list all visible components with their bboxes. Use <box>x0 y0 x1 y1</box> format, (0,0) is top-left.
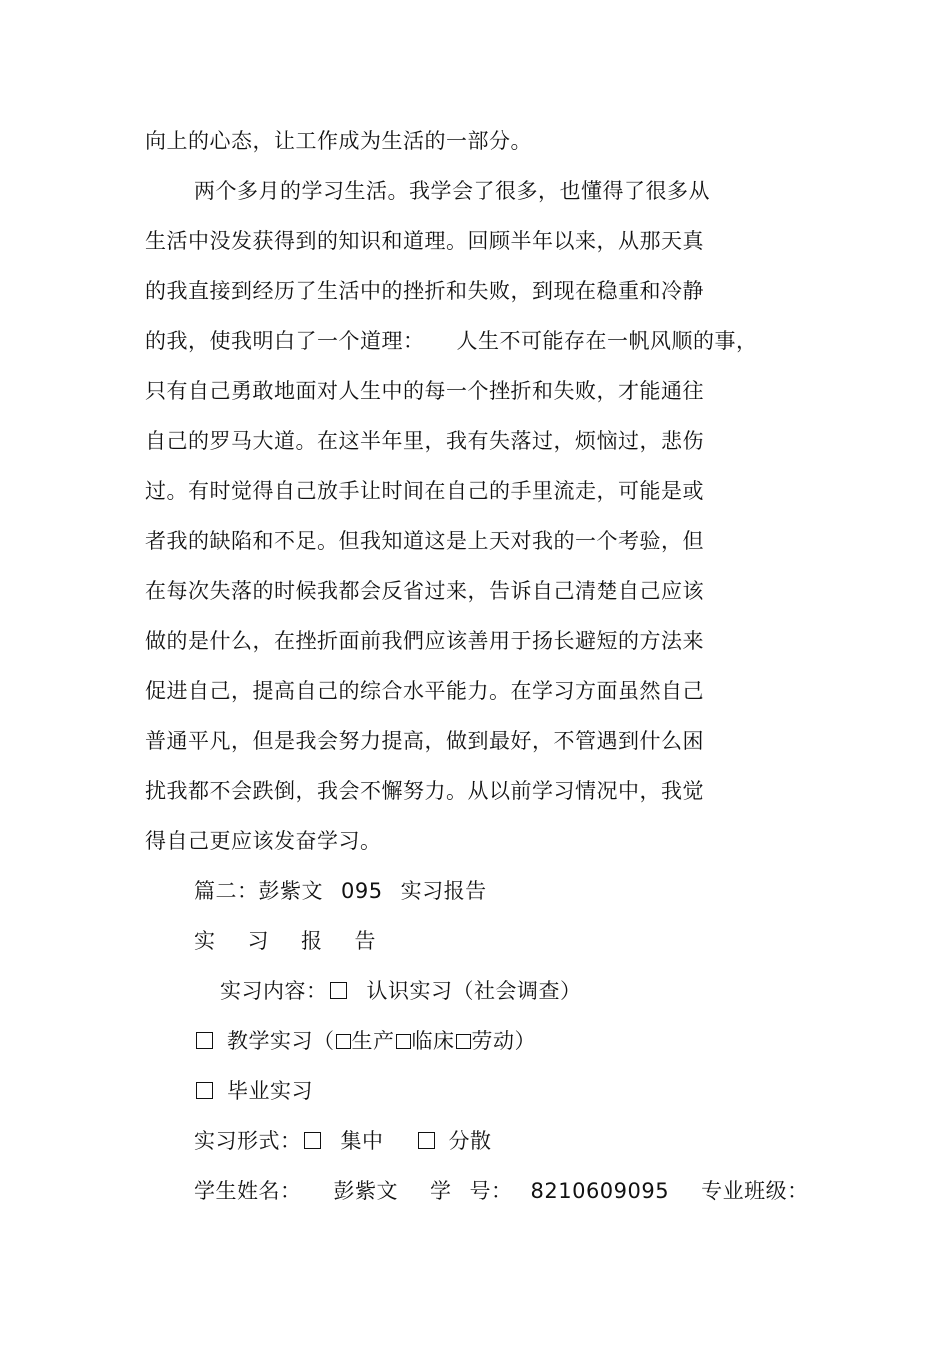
student-name-label: 学生姓名： <box>194 1179 302 1203</box>
text-line: 扰我都不会跌倒，我会不懈努力。从以前学习情况中，我觉 <box>145 779 704 803</box>
checkbox-social[interactable] <box>330 982 347 999</box>
text-line: 普通平凡，但是我会努力提高，做到最好，不管遇到什么困 <box>145 729 704 753</box>
checkbox-labor[interactable] <box>456 1034 471 1049</box>
section-heading-prefix: 篇二：彭紫文 <box>194 879 323 903</box>
text-line: 得自己更应该发奋学习。 <box>145 829 382 853</box>
text-line: 生活中没发获得到的知识和道理。回顾半年以来，从那天真 <box>145 229 704 253</box>
internship-form-row <box>194 1127 492 1155</box>
student-info-row <box>194 1177 809 1205</box>
checkbox-scattered[interactable] <box>418 1132 435 1149</box>
major-class-label: 专业班级： <box>701 1179 809 1203</box>
graduation-option-row <box>194 1077 313 1105</box>
checkbox-clinical[interactable] <box>396 1034 411 1049</box>
text-line: 自己的罗马大道。在这半年里，我有失落过，烦恼过，悲伤 <box>145 429 704 453</box>
checkbox-graduation[interactable] <box>196 1082 213 1099</box>
checkbox-teaching[interactable] <box>196 1032 213 1049</box>
text-line: 促进自己，提高自己的综合水平能力。在学习方面虽然自己 <box>145 679 704 703</box>
report-title-char: 报 <box>301 929 323 953</box>
option-clinical-label: 临床 <box>411 1029 455 1053</box>
option-graduation-label: 毕业实习 <box>227 1079 313 1103</box>
student-name-value: 彭紫文 <box>333 1179 398 1203</box>
section-heading <box>194 877 487 905</box>
report-title-char: 习 <box>247 929 269 953</box>
checkbox-centralized[interactable] <box>304 1132 321 1149</box>
student-id-value: 8210609095 <box>530 1179 670 1203</box>
text-line <box>145 327 758 355</box>
student-id-label-part1: 学 <box>430 1179 452 1203</box>
report-title <box>194 927 376 955</box>
checkbox-production[interactable] <box>336 1034 351 1049</box>
text-line: 的我直接到经历了生活中的挫折和失败，到现在稳重和冷静 <box>145 279 704 303</box>
text-line: 只有自己勇敢地面对人生中的每一个挫折和失败，才能通往 <box>145 379 704 403</box>
option-production-label: 生产 <box>351 1029 395 1053</box>
report-title-char: 告 <box>354 929 376 953</box>
option-social-label: 认识实习（社会调查） <box>366 979 582 1003</box>
text-line: 过。有时觉得自己放手让时间在自己的手里流走，可能是或 <box>145 479 704 503</box>
section-heading-number: 095 <box>341 879 383 903</box>
text-segment: 的我，使我明白了一个道理： <box>145 329 425 353</box>
text-line: 向上的心态，让工作成为生活的一部分。 <box>145 129 532 153</box>
text-line: 在每次失落的时候我都会反省过来，告诉自己清楚自己应该 <box>145 579 704 603</box>
student-id-label-part2: 号： <box>469 1179 513 1203</box>
form-scattered-label: 分散 <box>448 1129 492 1153</box>
text-line: 两个多月的学习生活。我学会了很多，也懂得了很多从 <box>194 179 710 203</box>
text-line: 做的是什么，在挫折面前我們应该善用于扬长避短的方法来 <box>145 629 704 653</box>
form-centralized-label: 集中 <box>340 1129 384 1153</box>
content-label: 实习内容： <box>220 979 328 1003</box>
text-line: 者我的缺陷和不足。但我知道这是上天对我的一个考验，但 <box>145 529 704 553</box>
section-heading-suffix: 实习报告 <box>400 879 487 903</box>
report-title-char: 实 <box>194 929 216 953</box>
option-labor-label: 劳动） <box>471 1029 536 1053</box>
text-segment: 人生不可能存在一帆风顺的事， <box>456 329 758 353</box>
internship-content-row <box>220 977 582 1005</box>
teaching-option-row <box>194 1027 536 1055</box>
option-teaching-label: 教学实习（ <box>227 1029 335 1053</box>
form-label: 实习形式： <box>194 1129 302 1153</box>
